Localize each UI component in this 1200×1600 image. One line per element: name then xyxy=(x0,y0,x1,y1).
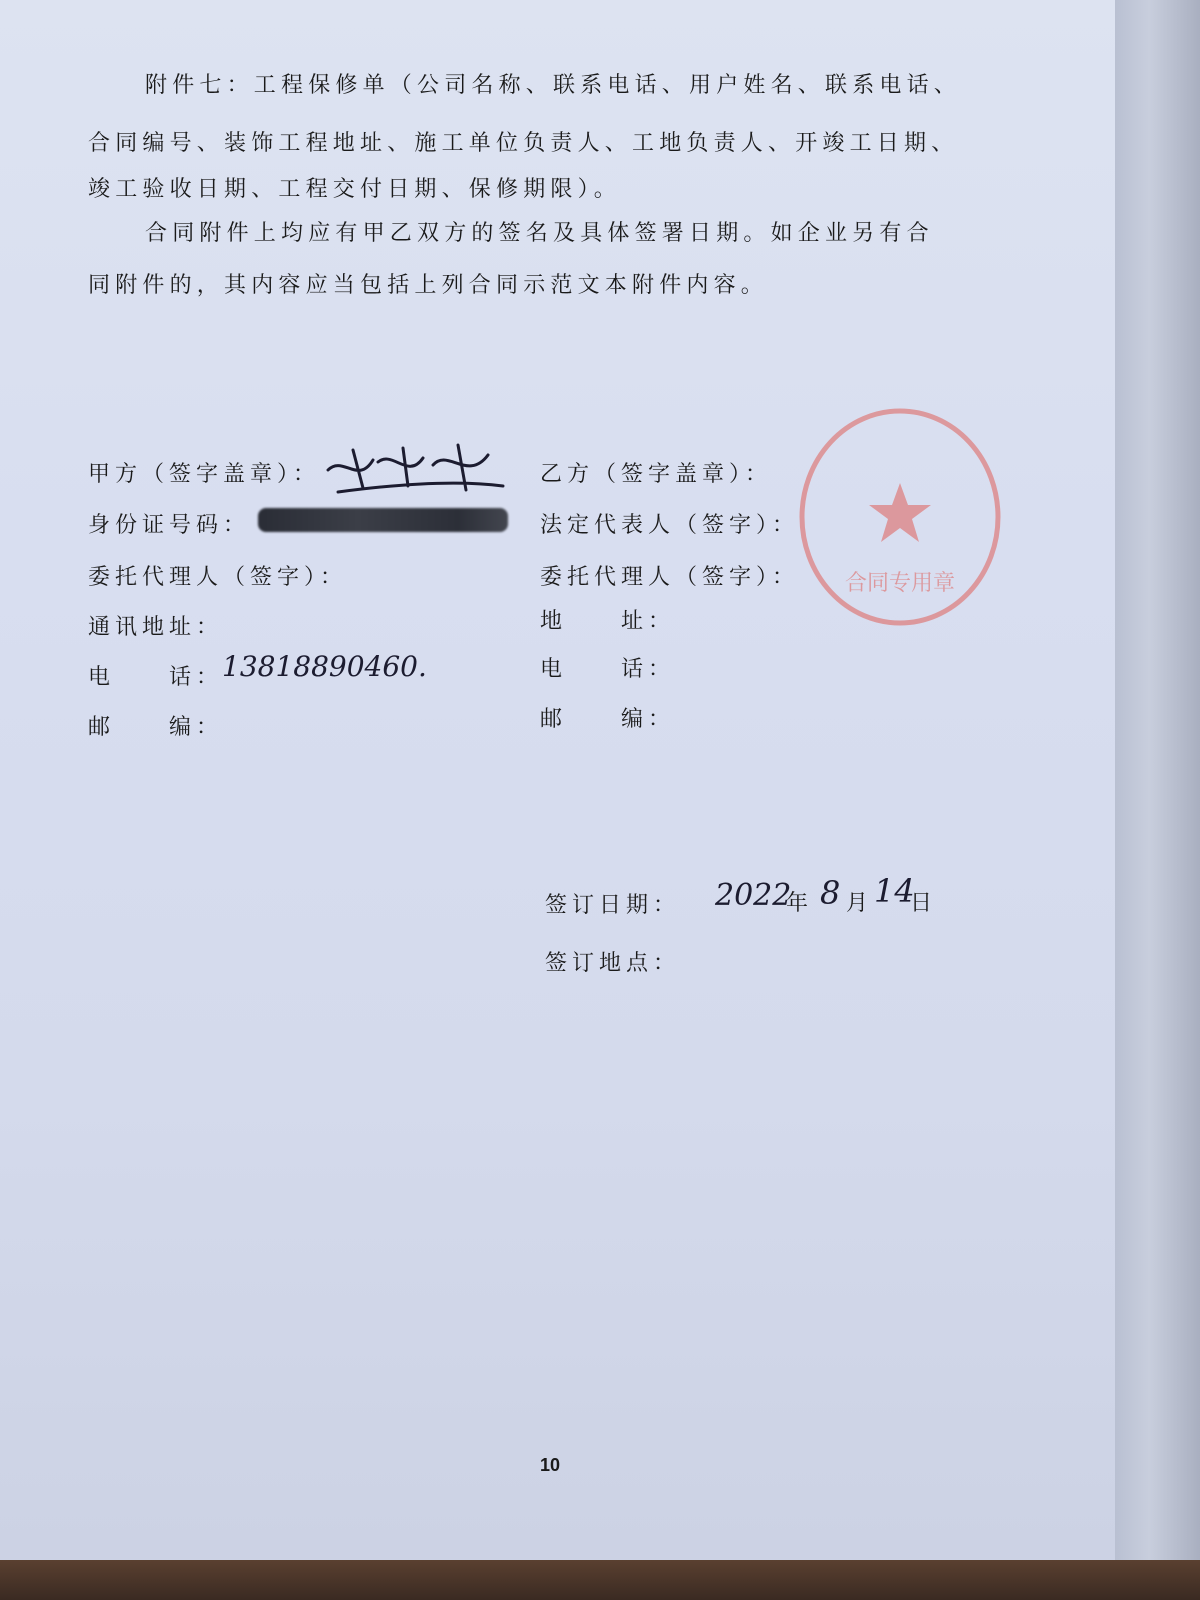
signing-date-month: 8 xyxy=(820,874,841,912)
underlying-page-edge xyxy=(1115,0,1200,1600)
signing-date-month-unit: 月 xyxy=(846,891,874,916)
party-b-legal-rep-label: 法定代表人（签字）： xyxy=(540,513,800,538)
redacted-id-number xyxy=(258,508,508,532)
party-b-postcode-label: 邮 编： xyxy=(540,707,676,732)
party-a-phone-value: 13818890460. xyxy=(222,650,427,683)
stamp-text: 合同专用章 xyxy=(844,571,956,596)
signing-place-label: 签订地点： xyxy=(545,951,681,976)
contract-seal-stamp xyxy=(795,405,1005,630)
party-b-address-label: 地 址： xyxy=(540,609,676,634)
party-b-phone-label: 电 话： xyxy=(540,657,676,682)
party-a-handwritten-signature xyxy=(318,440,518,500)
party-a-address-label: 通讯地址： xyxy=(88,615,224,640)
party-b-agent-label: 委托代理人（签字）： xyxy=(540,565,800,590)
paragraph-line-5: 同附件的，其内容应当包括上列合同示范文本附件内容。 xyxy=(88,273,769,298)
signing-date-year: 2022 xyxy=(715,878,792,913)
party-a-agent-label: 委托代理人（签字）： xyxy=(88,565,348,590)
signing-date-day-unit: 日 xyxy=(910,891,938,916)
signing-date-day: 14 xyxy=(874,872,915,910)
paragraph-line-3: 竣工验收日期、工程交付日期、保修期限）。 xyxy=(88,177,622,202)
party-a-id-label: 身份证号码： xyxy=(88,513,251,538)
page-number: 10 xyxy=(539,1455,561,1475)
table-surface xyxy=(0,1560,1200,1600)
signing-date-label: 签订日期： xyxy=(545,893,681,918)
signing-date-year-unit: 年 xyxy=(786,891,814,916)
party-b-sign-label: 乙方（签字盖章）： xyxy=(540,462,773,487)
party-a-postcode-label: 邮 编： xyxy=(88,715,224,740)
party-a-phone-label: 电 话： xyxy=(88,665,224,690)
paragraph-line-2: 合同编号、装饰工程地址、施工单位负责人、工地负责人、开竣工日期、 xyxy=(88,131,959,156)
paragraph-line-1: 附件七：工程保修单（公司名称、联系电话、用户姓名、联系电话、 xyxy=(145,73,962,98)
party-a-sign-label: 甲方（签字盖章）： xyxy=(88,462,321,487)
paragraph-line-4: 合同附件上均应有甲乙双方的签名及具体签署日期。如企业另有合 xyxy=(145,221,934,246)
